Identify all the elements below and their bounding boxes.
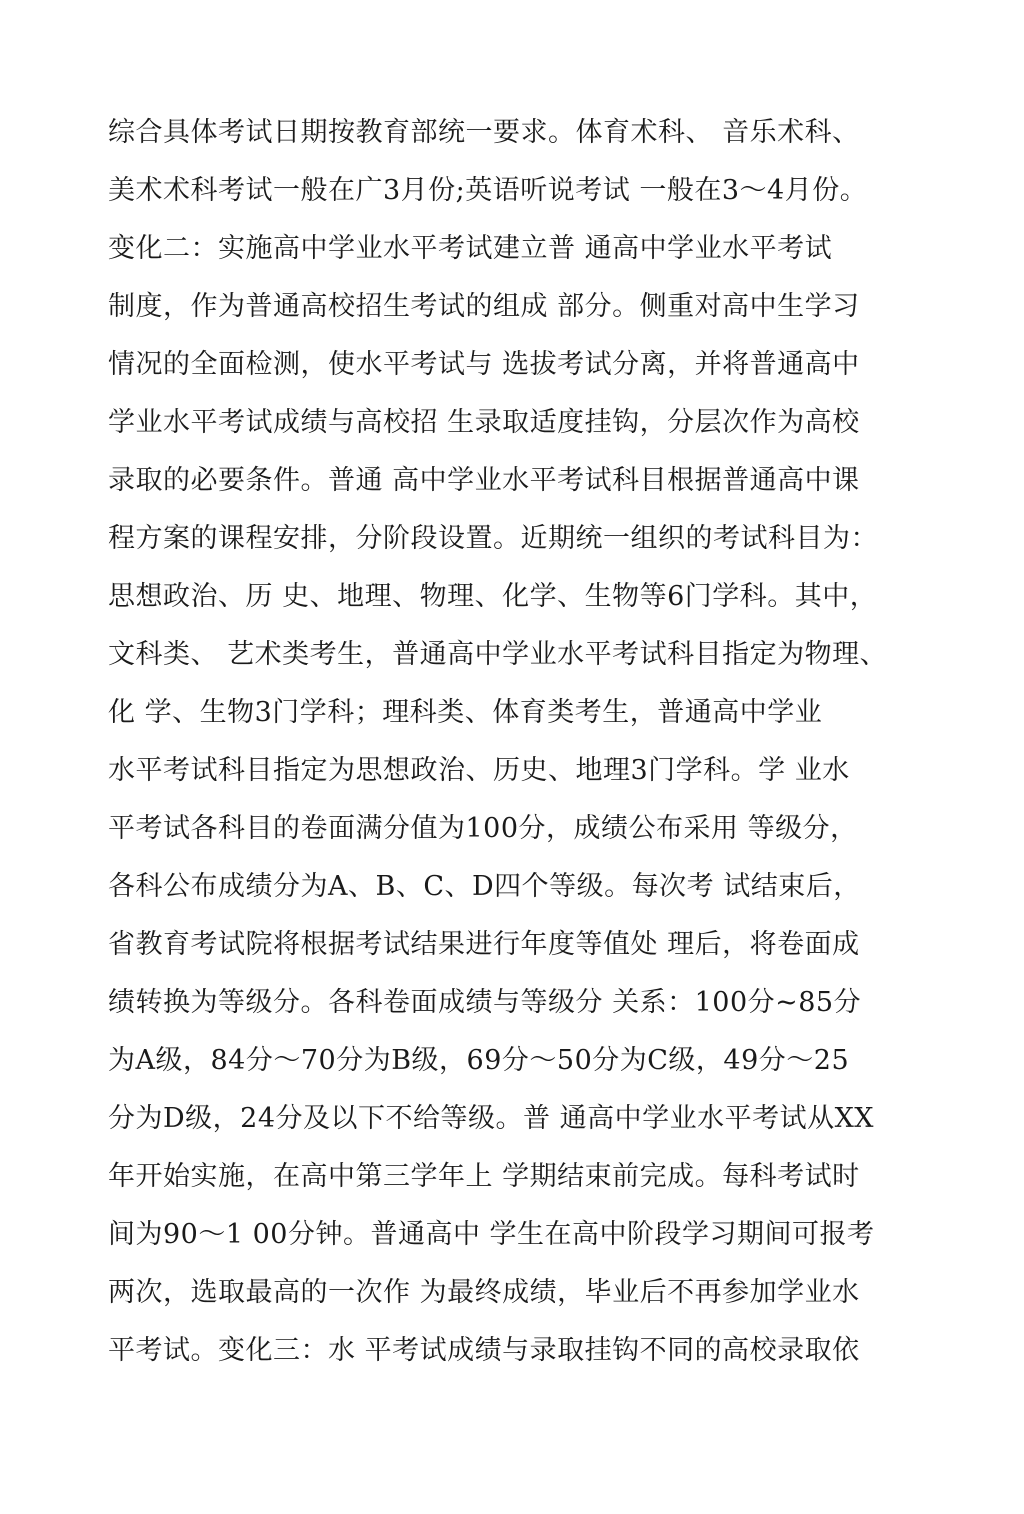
text-line: 分为D级，24分及以下不给等级。普 通高中学业水平考试从XX: [108, 1103, 875, 1134]
text-line: 制度，作为普通高校招生考试的组成 部分。侧重对高中生学习: [108, 291, 860, 322]
text-line: 间为90～1 00分钟。普通高中 学生在高中阶段学习期间可报考: [108, 1219, 875, 1250]
text-line: 思想政治、历 史、地理、物理、化学、生物等6门学科。其中，: [108, 581, 878, 612]
text-line: 化 学、生物3门学科；理科类、体育类考生，普通高中学业: [108, 697, 823, 728]
text-line: 文科类、 艺术类考生，普通高中学业水平考试科目指定为物理、: [108, 639, 888, 670]
text-line: 变化二：实施高中学业水平考试建立普 通高中学业水平考试: [108, 233, 833, 264]
text-line: 年开始实施，在高中第三学年上 学期结束前完成。每科考试时: [108, 1161, 860, 1192]
text-line: 两次，选取最高的一次作 为最终成绩，毕业后不再参加学业水: [108, 1277, 860, 1308]
text-line: 平考试。变化三：水 平考试成绩与录取挂钩不同的高校录取依: [108, 1335, 860, 1366]
text-line: 省教育考试院将根据考试结果进行年度等值处 理后，将卷面成: [108, 929, 860, 960]
text-line: 水平考试科目指定为思想政治、历史、地理3门学科。学 业水: [108, 755, 850, 786]
text-line: 录取的必要条件。普通 高中学业水平考试科目根据普通高中课: [108, 465, 860, 496]
body-text: [108, 104, 988, 1380]
text-line: 程方案的课程安排，分阶段设置。近期统一组织的考试科目为：: [108, 523, 878, 554]
text-line: 绩转换为等级分。各科卷面成绩与等级分 关系：100分~85分: [108, 987, 862, 1018]
text-line: 美术术科考试一般在广3月份;英语听说考试 一般在3～4月份。: [108, 175, 868, 206]
text-line: 平考试各科目的卷面满分值为100分，成绩公布采用 等级分，: [108, 813, 858, 844]
text-line: 为A级，84分～70分为B级，69分～50分为C级，49分～25: [108, 1045, 850, 1076]
text-line: 各科公布成绩分为A、B、C、D四个等级。每次考 试结束后，: [108, 871, 861, 902]
text-line: 学业水平考试成绩与高校招 生录取适度挂钩，分层次作为高校: [108, 407, 860, 438]
text-line: 综合具体考试日期按教育部统一要求。体育术科、 音乐术科、: [108, 117, 860, 148]
text-line: 情况的全面检测，使水平考试与 选拔考试分离，并将普通高中: [108, 349, 860, 380]
